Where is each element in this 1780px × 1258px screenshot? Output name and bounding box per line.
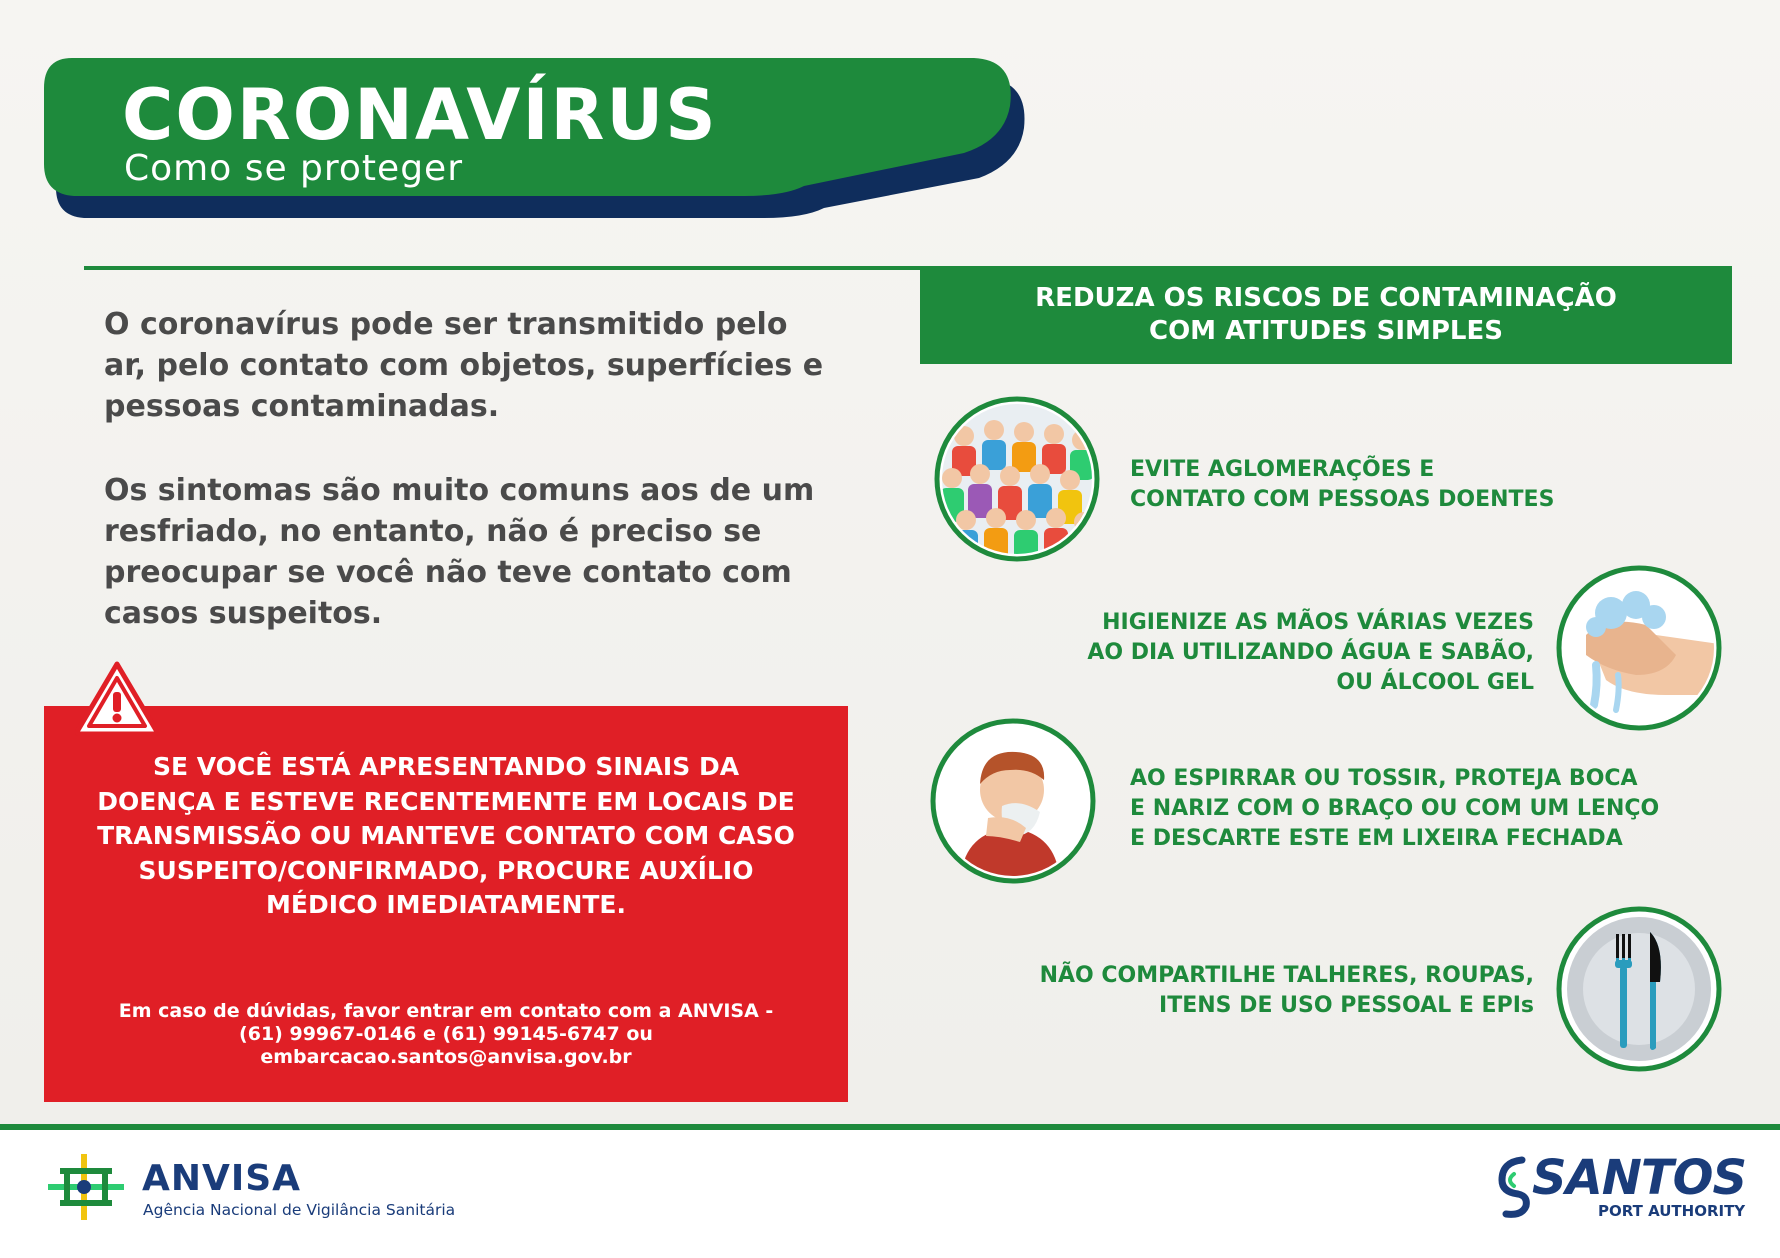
tips-heading: [920, 266, 1732, 364]
sneeze-icon: [930, 718, 1096, 884]
header-divider: [84, 266, 924, 270]
tip-3-line-3: E DESCARTE ESTE EM LIXEIRA FECHADA: [1130, 826, 1623, 851]
intro-paragraph-2: Os sintomas são muito comuns aos de um resfriado, no entanto, não é preciso se preocupar se você não teve contato com casos suspeitos.: [104, 473, 815, 631]
handwashing-icon: [1556, 565, 1722, 731]
tip-3-text: [1130, 764, 1750, 854]
anvisa-subtitle: Agência Nacional de Vigilância Sanitária: [143, 1201, 456, 1219]
tip-4-text: [960, 961, 1534, 1021]
tip-2-text: [1000, 608, 1534, 698]
tips-heading-line-1: REDUZA OS RISCOS DE CONTAMINAÇÃO: [1035, 283, 1617, 313]
alert-contact-line-3: embarcacao.santos@anvisa.gov.br: [260, 1046, 632, 1068]
alert-box: [44, 706, 848, 1102]
santos-name: SANTOS: [1532, 1150, 1747, 1206]
page-title: CORONAVÍRUS: [122, 74, 718, 156]
tips-heading-text: [920, 282, 1732, 348]
alert-contact-line-1: Em caso de dúvidas, favor entrar em contato com a ANVISA -: [118, 1000, 774, 1022]
tip-3-line-1: AO ESPIRRAR OU TOSSIR, PROTEJA BOCA: [1130, 766, 1638, 791]
tip-2-line-1: HIGIENIZE AS MÃOS VÁRIAS VEZES: [1102, 610, 1534, 635]
alert-message: SE VOCÊ ESTÁ APRESENTANDO SINAIS DA DOENÇA E ESTEVE RECENTEMENTE EM LOCAIS DE TRANSMISSÃO OU MANTEVE CONTATO COM CASO SUSPEITO/CONFIRMADO, PROCURE AUXÍLIO MÉDICO IMEDIATAMENTE.: [97, 752, 795, 919]
intro-paragraph-1: O coronavírus pode ser transmitido pelo ar, pelo contato com objetos, superfícies e pessoas contaminadas.: [104, 307, 824, 424]
tips-heading-line-2: COM ATITUDES SIMPLES: [1149, 316, 1503, 346]
tip-3-line-2: E NARIZ COM O BRAÇO OU COM UM LENÇO: [1130, 796, 1660, 821]
anvisa-logo-icon: [48, 1154, 124, 1220]
tip-4-line-1: NÃO COMPARTILHE TALHERES, ROUPAS,: [1039, 963, 1534, 988]
warning-triangle-icon: [74, 660, 160, 736]
tip-1-line-2: CONTATO COM PESSOAS DOENTES: [1130, 487, 1555, 512]
cutlery-plate-icon: [1556, 906, 1722, 1072]
alert-contact: [44, 1000, 848, 1069]
santos-subtitle: PORT AUTHORITY: [1598, 1202, 1746, 1220]
tip-4-line-2: ITENS DE USO PESSOAL E EPIs: [1159, 993, 1534, 1018]
tip-1-text: [1130, 455, 1690, 515]
alert-contact-line-2: (61) 99967-0146 e (61) 99145-6747 ou: [239, 1023, 653, 1045]
anvisa-name: ANVISA: [142, 1158, 302, 1199]
crowd-icon: [934, 396, 1100, 562]
tip-2-line-2: AO DIA UTILIZANDO ÁGUA E SABÃO,: [1087, 640, 1534, 665]
page-subtitle: Como se proteger: [124, 148, 463, 189]
tip-2-line-3: OU ÁLCOOL GEL: [1336, 670, 1534, 695]
header-banner: [44, 58, 1044, 228]
tip-1-line-1: EVITE AGLOMERAÇÕES E: [1130, 457, 1435, 482]
